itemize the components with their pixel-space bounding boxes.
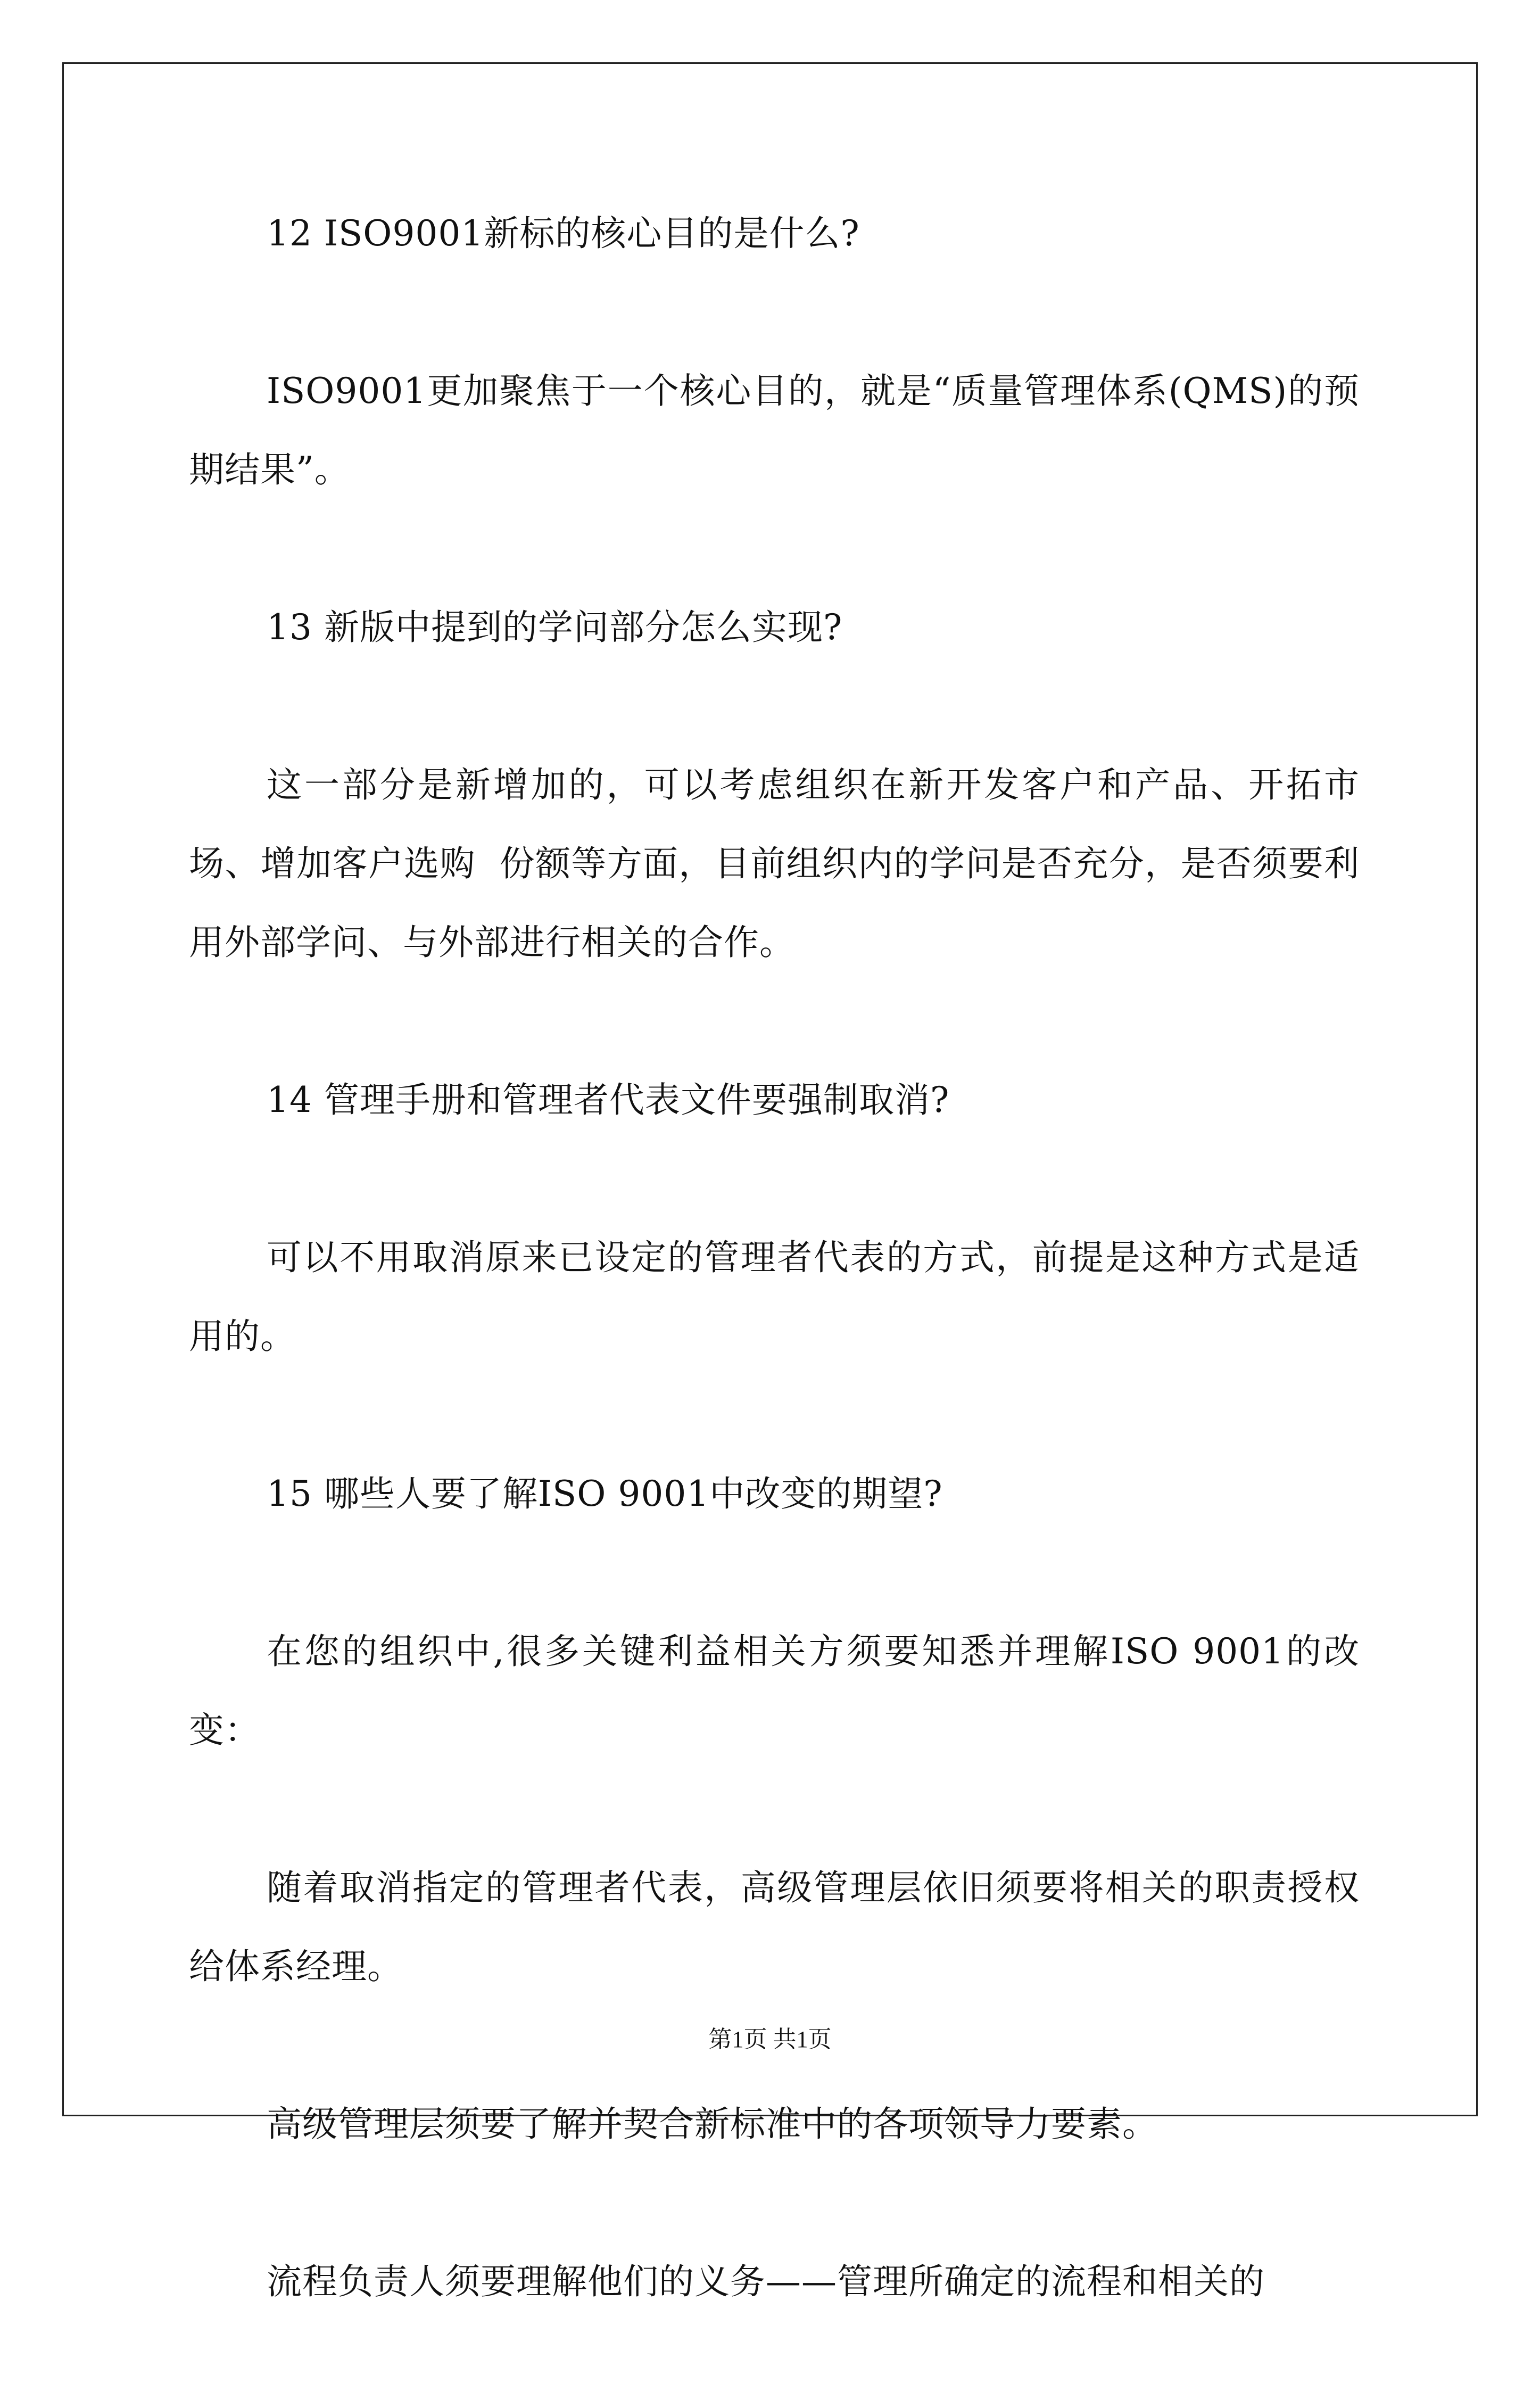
question-13: 13 新版中提到的学问部分怎么实现? [267,607,843,648]
answer-12: ISO9001更加聚焦于一个核心目的，就是“质量管理体系(QMS)的预期结果”。 [189,370,1360,490]
answer-15-intro: 在您的组织中,很多关键利益相关方须要知悉并理解ISO 9001的改变： [189,1631,1360,1751]
document-body [189,194,1360,2400]
answer-13: 这一部分是新增加的，可以考虑组织在新开发客户和产品、开拓市场、增加客户选购 份额等方面，目前组织内的学问是否充分，是否须要利用外部学问、与外部进行相关的合作。 [189,764,1360,963]
answer-15-point-3: 流程负责人须要理解他们的义务——管理所确定的流程和相关的 [267,2261,1265,2302]
answer-15-point-1: 随着取消指定的管理者代表，高级管理层依旧须要将相关的职责授权给体系经理。 [189,1867,1360,1987]
answer-15-point-2: 高级管理层须要了解并契合新标准中的各项领导力要素。 [267,2104,1158,2145]
question-12: 12 ISO9001新标的核心目的是什么? [267,213,860,254]
answer-14: 可以不用取消原来已设定的管理者代表的方式，前提是这种方式是适用的。 [189,1237,1360,1357]
page-number: 第1页 共1页 [708,2026,832,2052]
question-14: 14 管理手册和管理者代表文件要强制取消? [267,1079,950,1120]
question-15: 15 哪些人要了解ISO 9001中改变的期望? [267,1473,943,1514]
